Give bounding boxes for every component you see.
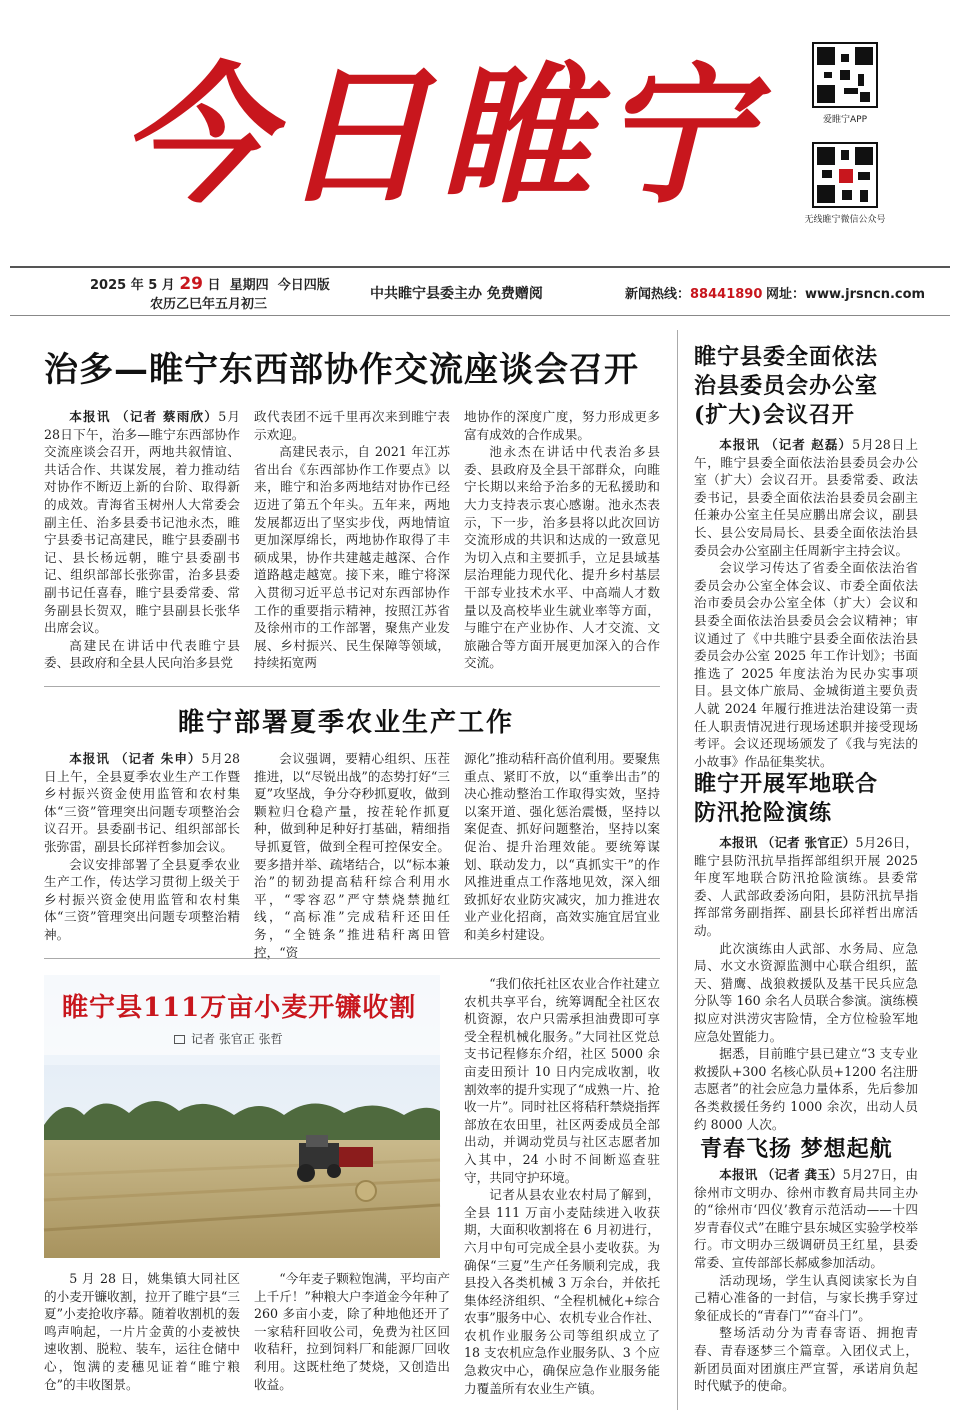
calligraphy-logo (110, 28, 770, 228)
a1-headline: 治多—睢宁东西部协作交流座谈会召开 (44, 350, 639, 390)
r2-headline-line1: 睢宁开展军地联合 (694, 771, 879, 797)
r2-p2: 此次演练由人武部、水务局、应急局、水文水资源监测中心联合组织，蓝天、猎鹰、战狼救援队及基干民兵应急分队等 160 余名人员联合参演。演练模拟应对洪涝灾害险情，全方位检验军地应急处置能力。 (694, 940, 918, 1044)
a3-col1 (44, 1270, 240, 1410)
r2-lead-paragraph (694, 834, 918, 940)
a3-col3-p2: 记者从县农业农村局了解到，全县 111 万亩小麦陆续进入收获期，大面积收割将在 6 月初进行，六月中旬可完成全县小麦收获。为确保“三夏”生产任务顺利完成，我县投入各类机械 3 万余台，并依托集体经济组织、“全程机械化+综合农事”服务中心、农机专业合作社、农机作业服务公司等组织成立了 18 支农机应急作业服务队、3 个应急救灾中心，确保应急作业服务能力覆盖所有农业生产镇。 (464, 1187, 660, 1396)
r3-p3: 整场活动分为青春寄语、拥抱青春、青春逐梦三个篇章。入团仪式上，新团员面对团旗庄严宣誓，承诺肩负起时代赋予的使命。 (694, 1325, 918, 1394)
a3-col3-p1: “我们依托社区农业合作社建立农机共享平台，统筹调配全社区农机资源，农户只需承担油费即可享受全程机械化服务。”大同社区党总支书记程修东介绍，社区 5000 余亩麦田预计 10 日内完成收割，收割效率的提升实现了“成熟一片、抢收一片”。同时社区将秸秆禁烧指挥部放在农田里，社区两委成员全部出动，并调动党员与社区志愿者加入其中，24 小时不间断巡查驻守，共同守护环境。 (464, 976, 660, 1185)
dateline-website[interactable]: 网址：www.jrsncn.com (766, 287, 926, 302)
a2-col1-p2: 会议安排部署了全县夏季农业生产工作，传达学习贯彻上级关于乡村振兴资金使用监管和农村集体“三资”管理突出问题专项整治精神。 (44, 856, 240, 942)
r2-byline: 本报讯 (719, 835, 758, 850)
date-day: 29 (179, 274, 204, 294)
r3-reporter: （记者 龚玉） (761, 1167, 843, 1182)
r2-reporter: （记者 张官正） (761, 835, 856, 850)
r3-body (694, 1166, 918, 1412)
a2-headline: 睢宁部署夏季农业生产工作 (178, 708, 515, 738)
date-year-month: 2025 年 5 月 (90, 278, 175, 293)
a3-col2 (254, 1270, 450, 1410)
r1-body (694, 436, 918, 769)
a1-col1-p2: 高建民在讲话中代表睢宁县委、县政府和全县人民向治多县党 (44, 637, 240, 671)
a1-byline: 本报讯 (69, 409, 111, 424)
r2-headline (694, 770, 878, 828)
divider-a1-a2 (44, 686, 660, 687)
divider-a2-a3 (44, 958, 660, 959)
a2-byline: 本报讯 (69, 751, 110, 766)
r2-body (694, 834, 918, 1132)
dateline-sponsor: 中共睢宁县委主办 免费赠阅 (370, 286, 543, 302)
hotline-number: 88441890 (690, 287, 763, 302)
right-column-divider (677, 330, 678, 1410)
a2-col3 (464, 750, 660, 942)
a3-photo-credit (174, 1030, 283, 1047)
wechat-qr-label: 无线睢宁微信公众号 (804, 215, 886, 225)
a1-col3-p1: 地协作的深度广度，努力形成更多富有成效的合作成果。 (464, 409, 660, 442)
camera-icon (174, 1035, 185, 1044)
a1-col2-p1: 政代表团不远千里再次来到睢宁表示欢迎。 (254, 409, 450, 442)
dateline-lunar: 农历乙巳年五月初三 (150, 297, 268, 312)
app-qr-code[interactable] (812, 42, 878, 108)
r2-headline-line2: 防汛抢险演练 (694, 800, 833, 826)
r3-byline: 本报讯 (719, 1167, 758, 1182)
r1-headline-line2: 治县委员会办公室 (694, 373, 879, 399)
logo-text: 今日睢宁 (119, 48, 761, 224)
r3-p1: 5月27日，由徐州市文明办、徐州市教育局共同主办的“徐州市‘四仪’教育示范活动——十四岁青春仪式”在睢宁县东城区实验学校举行。市文明办三级调研员王红星，县委常委、宣传部部长郝威参加活动。 (694, 1167, 918, 1270)
r3-lead-paragraph (694, 1166, 918, 1272)
a1-lead-paragraph (44, 408, 240, 637)
date-day-suffix: 日 (207, 278, 221, 293)
r1-p2: 会议学习传达了省委全面依法治省委员会办公室全体会议、市委全面依法治市委员会办公室全体（扩大）会议和县委全面依法治县委员会会议精神；审议通过了《中共睢宁县委全面依法治县委员会办公室 2025 年工作计划》；书面推选了 2025 年度法治为民办实事项目。县文体广旅局、金城街道主要负责人就 2024 年履行推进法治建设第一责任人职责情况进行现场述职并接受现场考评。会议还现场颁发了《我与宪法的小故事》作品征集奖状。 (694, 560, 918, 769)
a3-photo-title: 睢宁县111万亩小麦开镰收割 (62, 993, 417, 1023)
a2-col1-lead: 5月28日上午，全县夏季农业生产工作暨乡村振兴资金使用监管和农村集体“三资”管理突出问题专项整治会议召开。县委副书记、组织部部长张弥雷，副县长邱祥哲参加会议。 (44, 751, 240, 854)
dateline-date (90, 274, 330, 294)
date-weekday: 星期四 (229, 278, 269, 293)
wheat-harvest-photo (44, 975, 440, 1258)
r1-headline-line3: (扩大)会议召开 (694, 402, 855, 428)
a1-col2-p2: 高建民表示，自 2021 年江苏省出台《东西部协作工作要点》以来，睢宁和治多两地结对协作已经迈进了第五个年头。五年来，两地发展都迈出了坚实步伐，两地情谊更加深厚绵长，两地协作取得了丰硕成果，协作共建越走越深、合作道路越走越宽。接下来，睢宁将深入贯彻习近平总书记对东西部协作工作的重要指示精神，按照江苏省及徐州市的工作部署，聚焦产业发展、乡村振兴、民生保障等领域，持续拓宽两 (254, 444, 450, 671)
a3-credit-text: 记者 张官正 张哲 (191, 1032, 283, 1046)
dateline-hotline (625, 283, 762, 302)
masthead-rule-bottom (10, 315, 950, 316)
r3-headline: 青春飞扬 梦想起航 (700, 1136, 893, 1162)
r1-p1: 5月28日上午，睢宁县委全面依法治县委员会办公室（扩大）会议召开。县委常委、政法委书记，县委全面依法治县委员会副主任兼办公室主任吴应鹏出席会议，副县长、县公安局局长、县委全面依法治县委员会办公室副主任周新宇主持会议。 (694, 437, 918, 558)
r3-p2: 活动现场，学生认真阅读家长为自己精心准备的一封信，与家长携手穿过象征成长的“青春门”“奋斗门”。 (694, 1272, 918, 1323)
a2-lead-paragraph (44, 750, 240, 856)
date-edition: 今日四版 (277, 278, 330, 293)
a3-col2-p1: “今年麦子颗粒饱满，平均亩产上千斤！”种粮大户李道金今年种了 260 多亩小麦，除了种地他还开了一家秸秆回收公司，免费为社区回收秸秆，拉到饲料厂和能源厂回收利用。这既杜绝了焚烧，又创造出收益。 (254, 1271, 450, 1392)
hotline-label: 新闻热线： (625, 287, 691, 302)
r1-lead-paragraph (694, 436, 918, 559)
a1-reporter: （记者 蔡雨欣） (115, 409, 219, 424)
a2-reporter: （记者 朱申） (114, 751, 202, 766)
a2-col2 (254, 750, 450, 960)
masthead-rule-top (10, 266, 950, 268)
a3-col1-p1: 5 月 28 日，姚集镇大同社区的小麦开镰收割，拉开了睢宁县“三夏”小麦抢收序幕。随着收割机的轰鸣声响起，一片片金黄的小麦被快速收割、脱粒、装车，运往仓储中心，饱满的麦穗见证着“睢宁粮仓”的丰收图景。 (44, 1271, 240, 1392)
a1-col3-p2: 池永杰在讲话中代表治多县委、县政府及全县干部群众，向睢宁长期以来给予治多的无私援助和大力支持表示衷心感谢。池永杰表示，下一步，治多县将以此次回访交流形成的共识和达成的一致意见为切入点和主要抓手，立足县域基层治理能力现代化、提升乡村基层干部专业技术水平、中高端人才数量以及高校毕业生就业率等方面，与睢宁在产业协作、人才交流、文旅融合等方面开展更加深入的合作交流。 (464, 444, 660, 671)
a1-col1 (44, 408, 240, 672)
r2-p3: 据悉，目前睢宁县已建立“3 支专业救援队+300 名核心队员+1200 名注册志愿者”的社会应急力量体系，先后参加各类救援任务约 1000 余次，出动人员约 8000 人次。 (694, 1046, 918, 1132)
r1-byline: 本报讯 (719, 437, 761, 452)
a2-col3-p1: 源化”推动秸秆高价值利用。要聚焦重点、紧盯不放，以“重拳出击”的决心推动整治工作取得实效，坚持以案开道、强化惩治震慑，坚持以案促查、抓好问题整治，坚持以案促治、提升治理效能。要统筹谋划、联动发力，以“真抓实干”的作风推进重点工作落地见效，深入细致抓好农业防灾减灾，加力推进农业产业化招商，高效实施宜居宜业和美乡村建设。 (464, 751, 660, 942)
a3-col3 (464, 975, 660, 1410)
r1-reporter: （记者 赵磊） (765, 437, 853, 452)
r1-headline (694, 343, 878, 430)
a2-col2-p1: 会议强调，要精心组织、压茬推进，以“尽锐出战”的态势打好“三夏”攻坚战，争分夺秒抓夏收，做到颗粒归仓稳产量，按茬轮作抓夏种，做到种足种好打基础，精细指导抓夏管，做到全程可控保安全。要多措并举、疏堵结合，以“标本兼治”的韧劲提高秸秆综合利用水平，“零容忍”严守禁烧禁抛红线，“高标准”完成秸秆还田任务，“全链条”推进秸秆离田管控，“资 (254, 751, 450, 960)
r1-headline-line1: 睢宁县委全面依法 (694, 344, 879, 370)
app-qr-label: 爱睢宁APP (822, 115, 867, 125)
a1-col2 (254, 408, 450, 672)
a1-col1-lead: 5月28日下午，治多—睢宁东西部协作交流座谈会召开，两地共叙情谊、共话合作、共谋发展，着力推动结对协作不断迈上新的台阶、取得新的成效。青海省玉树州人大常委会副主任、治多县委书记池永杰，睢宁县委书记高建民，睢宁县委副书记、县长杨远朝，睢宁县委副书记、组织部部长张弥雷，治多县委副书记任喜春，睢宁县委常委、常务副县长贺双，睢宁县副县长张华出席会议。 (44, 409, 241, 636)
a2-col1 (44, 750, 240, 942)
r2-p1: 5月26日，睢宁县防汛抗旱指挥部组织开展 2025 年度军地联合防汛抢险演练。县委常委、人武部政委汤向阳，县防汛抗旱指挥部常务副指挥、副县长邱祥哲出席活动。 (694, 835, 918, 938)
masthead-logo (110, 28, 770, 228)
wechat-qr-code[interactable] (812, 142, 878, 208)
a1-col3 (464, 408, 660, 672)
